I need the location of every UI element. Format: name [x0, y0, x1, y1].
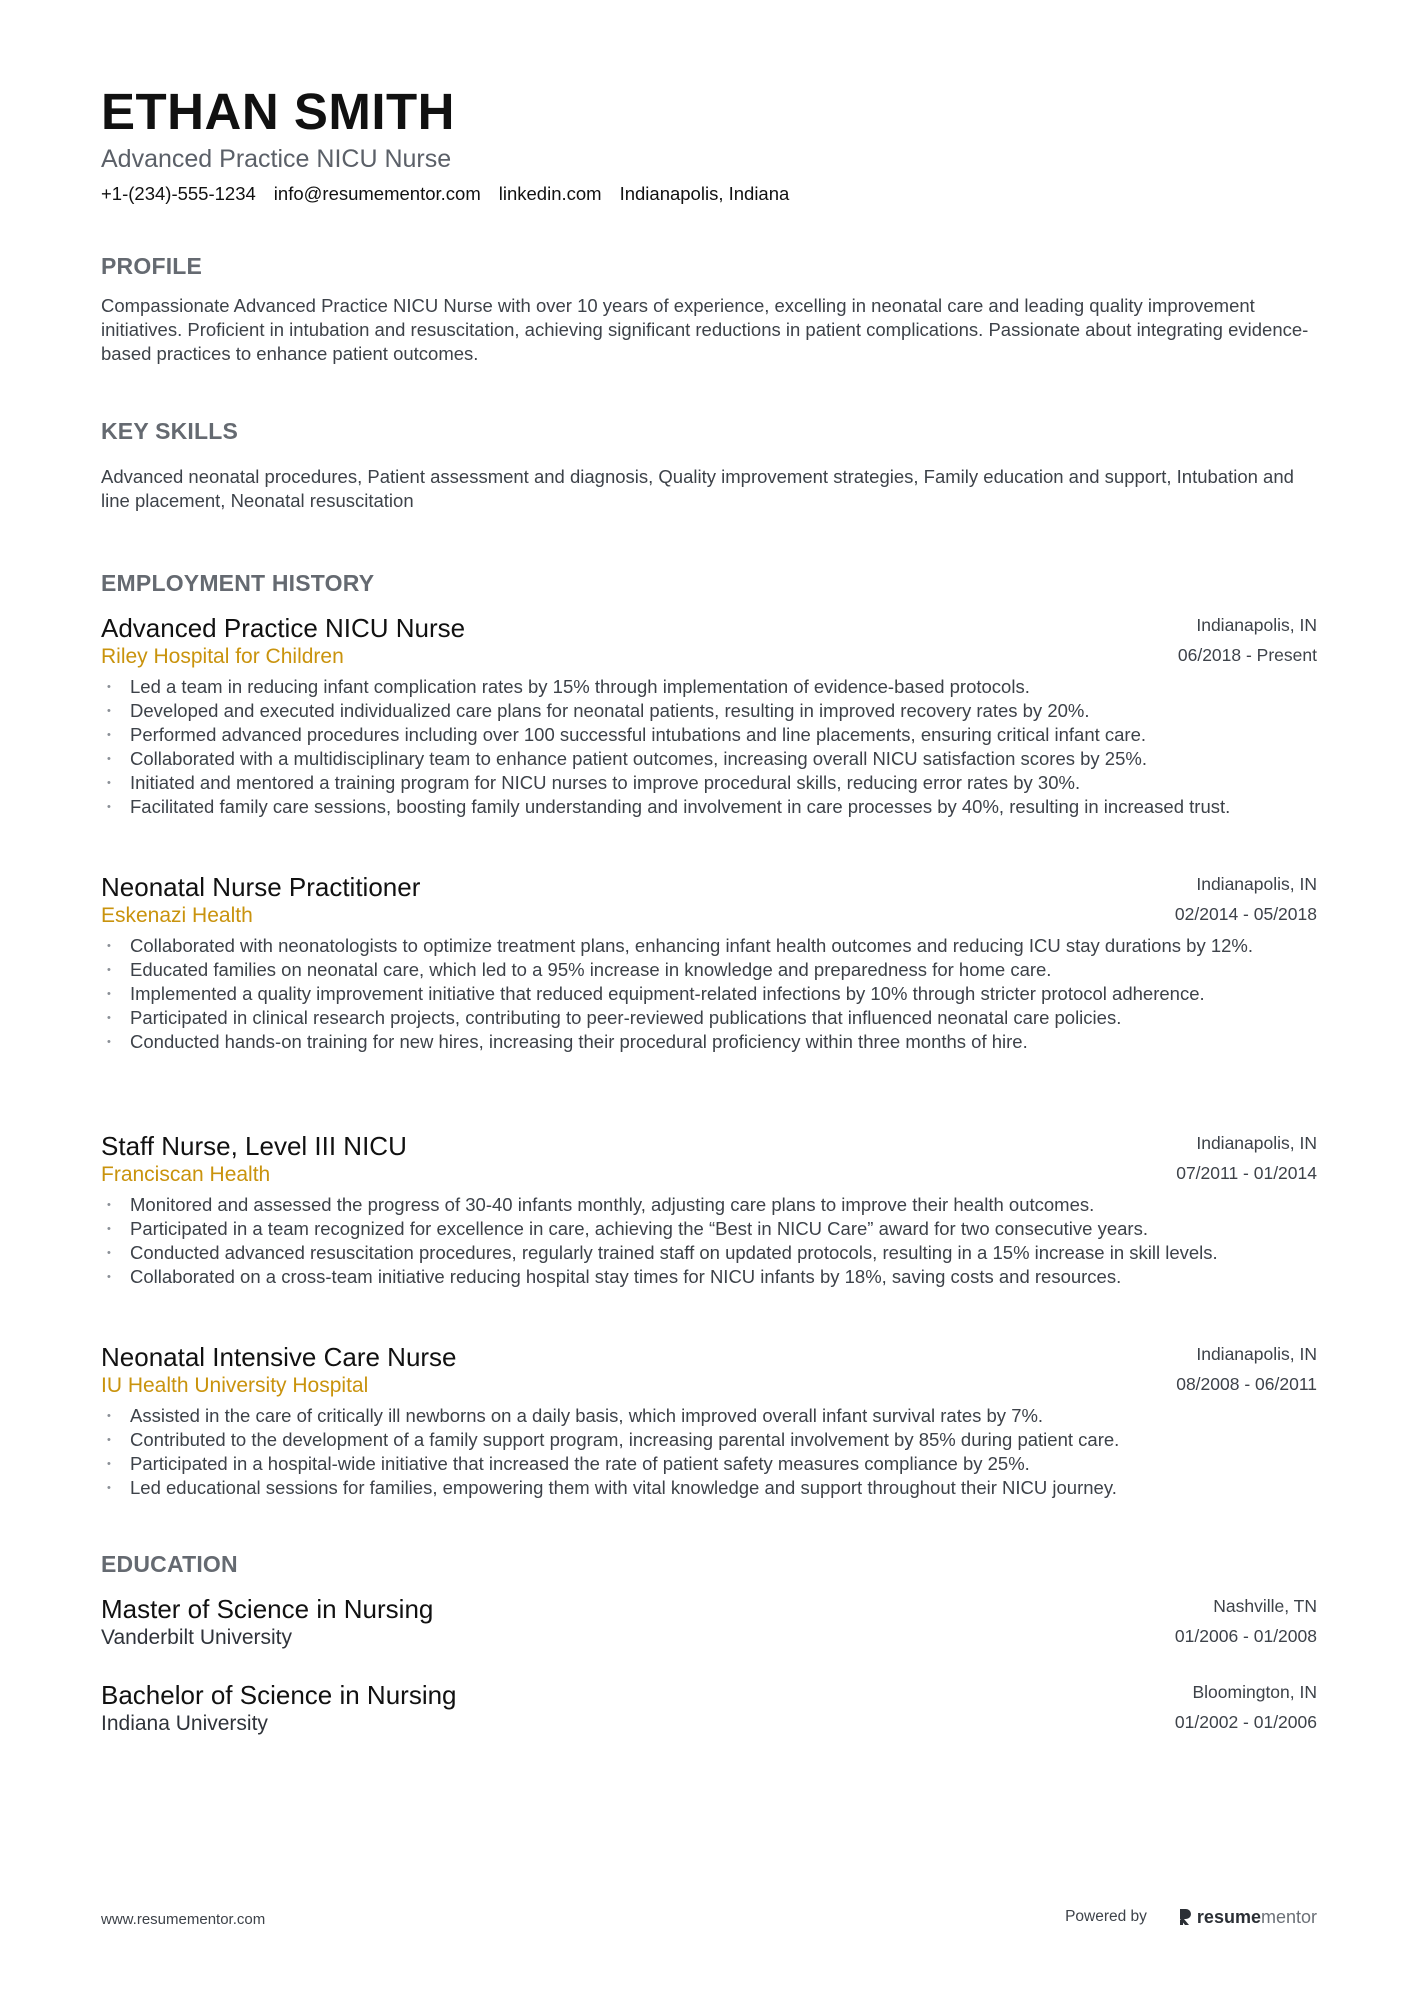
- job-bullet: • Participated in a hospital-wide initiative that increased the rate of patient safety measures compliance by 25%.: [101, 1452, 1317, 1476]
- education-dates: 01/2002 - 01/2006: [1174, 1712, 1317, 1732]
- brand-text-light: mentor: [1260, 1907, 1317, 1927]
- job-location: Indianapolis, IN: [1196, 615, 1317, 635]
- job-bullet: • Collaborated with a multidisciplinary team to enhance patient outcomes, increasing overall NICU satisfaction scores by 25%.: [101, 747, 1317, 771]
- footer-branding: [1065, 1907, 1317, 1927]
- job-bullet: • Led a team in reducing infant complication rates by 15% through implementation of evidence-based protocols.: [101, 675, 1317, 699]
- job-bullet: • Developed and executed individualized care plans for neonatal patients, resulting in improved recovery rates by 20%.: [101, 699, 1317, 723]
- job-bullet: • Monitored and assessed the progress of 30-40 infants monthly, adjusting care plans to improve their health outcomes.: [101, 1193, 1317, 1217]
- resumementor-logo[interactable]: [1177, 1907, 1317, 1927]
- job-bullet: • Led educational sessions for families, empowering them with vital knowledge and support throughout their NICU journey.: [101, 1476, 1317, 1500]
- job-bullet: • Conducted advanced resuscitation procedures, regularly trained staff on updated protocols, resulting in a 15% increase in skill levels.: [101, 1241, 1317, 1265]
- job-location: Indianapolis, IN: [1196, 874, 1317, 894]
- job-company: IU Health University Hospital: [101, 1374, 369, 1397]
- job-bullet: • Participated in a team recognized for excellence in care, achieving the “Best in NICU Care” award for two consecutive years.: [101, 1217, 1317, 1241]
- education-degree: Bachelor of Science in Nursing: [101, 1680, 457, 1710]
- job-location: Indianapolis, IN: [1196, 1133, 1317, 1153]
- education-location: Nashville, TN: [1213, 1596, 1317, 1616]
- contact-location: Indianapolis, Indiana: [619, 183, 790, 204]
- candidate-title: Advanced Practice NICU Nurse: [101, 145, 452, 173]
- candidate-name: ETHAN SMITH: [101, 83, 455, 140]
- job-bullet: • Facilitated family care sessions, boosting family understanding and involvement in care processes by 40%, resulting in increased trust.: [101, 795, 1317, 819]
- job-dates: 06/2018 - Present: [1177, 645, 1317, 665]
- job-company: Franciscan Health: [101, 1163, 271, 1186]
- employment-heading: EMPLOYMENT HISTORY: [101, 570, 375, 596]
- profile-heading: PROFILE: [101, 253, 203, 279]
- contact-bar: [101, 185, 789, 204]
- skills-text: Advanced neonatal procedures, Patient assessment and diagnosis, Quality improvement strategies, Family education and support, Intubation and line placement, Neonatal resuscitation: [101, 466, 1294, 511]
- contact-linkedin[interactable]: linkedin.com: [498, 183, 602, 204]
- job-bullet: • Contributed to the development of a family support program, increasing parental involvement by 85% during patient care.: [101, 1428, 1317, 1452]
- job-bullet: • Performed advanced procedures including over 100 successful intubations and line placements, ensuring critical infant care.: [101, 723, 1317, 747]
- job-bullets: [101, 675, 1317, 819]
- job-bullet: • Conducted hands-on training for new hires, increasing their procedural proficiency within three months of hire.: [101, 1030, 1317, 1054]
- education-school: Vanderbilt University: [101, 1626, 293, 1649]
- job-bullet: • Assisted in the care of critically ill newborns on a daily basis, which improved overall infant survival rates by 7%.: [101, 1404, 1317, 1428]
- job-title: Neonatal Intensive Care Nurse: [101, 1342, 457, 1372]
- job-bullet: • Collaborated with neonatologists to optimize treatment plans, enhancing infant health outcomes and reducing ICU stay durations by 12%.: [101, 934, 1317, 958]
- footer-website[interactable]: www.resumementor.com: [101, 1911, 266, 1928]
- job-title: Staff Nurse, Level III NICU: [101, 1131, 407, 1161]
- job-bullet: • Participated in clinical research projects, contributing to peer-reviewed publications that influenced neonatal care policies.: [101, 1006, 1317, 1030]
- education-location: Bloomington, IN: [1192, 1682, 1317, 1702]
- education-heading: EDUCATION: [101, 1551, 238, 1577]
- job-location: Indianapolis, IN: [1196, 1344, 1317, 1364]
- job-company: Riley Hospital for Children: [101, 645, 344, 668]
- profile-text: Compassionate Advanced Practice NICU Nurse with over 10 years of experience, excelling in neonatal care and leading quality improvement initiatives. Proficient in intubation and resuscitation, achieving significant reductions in patient complications. Passionate about integrating evidence-based practices to enhance patient outcomes.: [101, 295, 1309, 364]
- skills-heading: KEY SKILLS: [101, 418, 239, 444]
- job-bullets: [101, 1193, 1317, 1289]
- job-dates: 07/2011 - 01/2014: [1176, 1163, 1317, 1183]
- education-school: Indiana University: [101, 1712, 268, 1735]
- job-company: Eskenazi Health: [101, 904, 253, 927]
- job-bullets: [101, 934, 1317, 1054]
- contact-email[interactable]: info@resumementor.com: [273, 183, 481, 204]
- powered-by-label: Powered by: [1065, 1908, 1147, 1926]
- resumementor-logo-icon: [1177, 1907, 1192, 1927]
- brand-text-bold: resume: [1196, 1907, 1261, 1927]
- job-bullets: [101, 1404, 1317, 1500]
- education-degree: Master of Science in Nursing: [101, 1594, 434, 1624]
- job-title: Neonatal Nurse Practitioner: [101, 872, 421, 902]
- education-dates: 01/2006 - 01/2008: [1174, 1626, 1317, 1646]
- job-bullet: • Initiated and mentored a training program for NICU nurses to improve procedural skills, reducing error rates by 30%.: [101, 771, 1317, 795]
- contact-phone[interactable]: +1-(234)-555-1234: [101, 183, 256, 204]
- job-dates: 08/2008 - 06/2011: [1176, 1374, 1317, 1394]
- job-dates: 02/2014 - 05/2018: [1174, 904, 1317, 924]
- job-bullet: • Educated families on neonatal care, which led to a 95% increase in knowledge and preparedness for home care.: [101, 958, 1317, 982]
- job-bullet: • Implemented a quality improvement initiative that reduced equipment-related infections by 10% through stricter protocol adherence.: [101, 982, 1317, 1006]
- job-title: Advanced Practice NICU Nurse: [101, 613, 466, 643]
- job-bullet: • Collaborated on a cross-team initiative reducing hospital stay times for NICU infants by 18%, saving costs and resources.: [101, 1265, 1317, 1289]
